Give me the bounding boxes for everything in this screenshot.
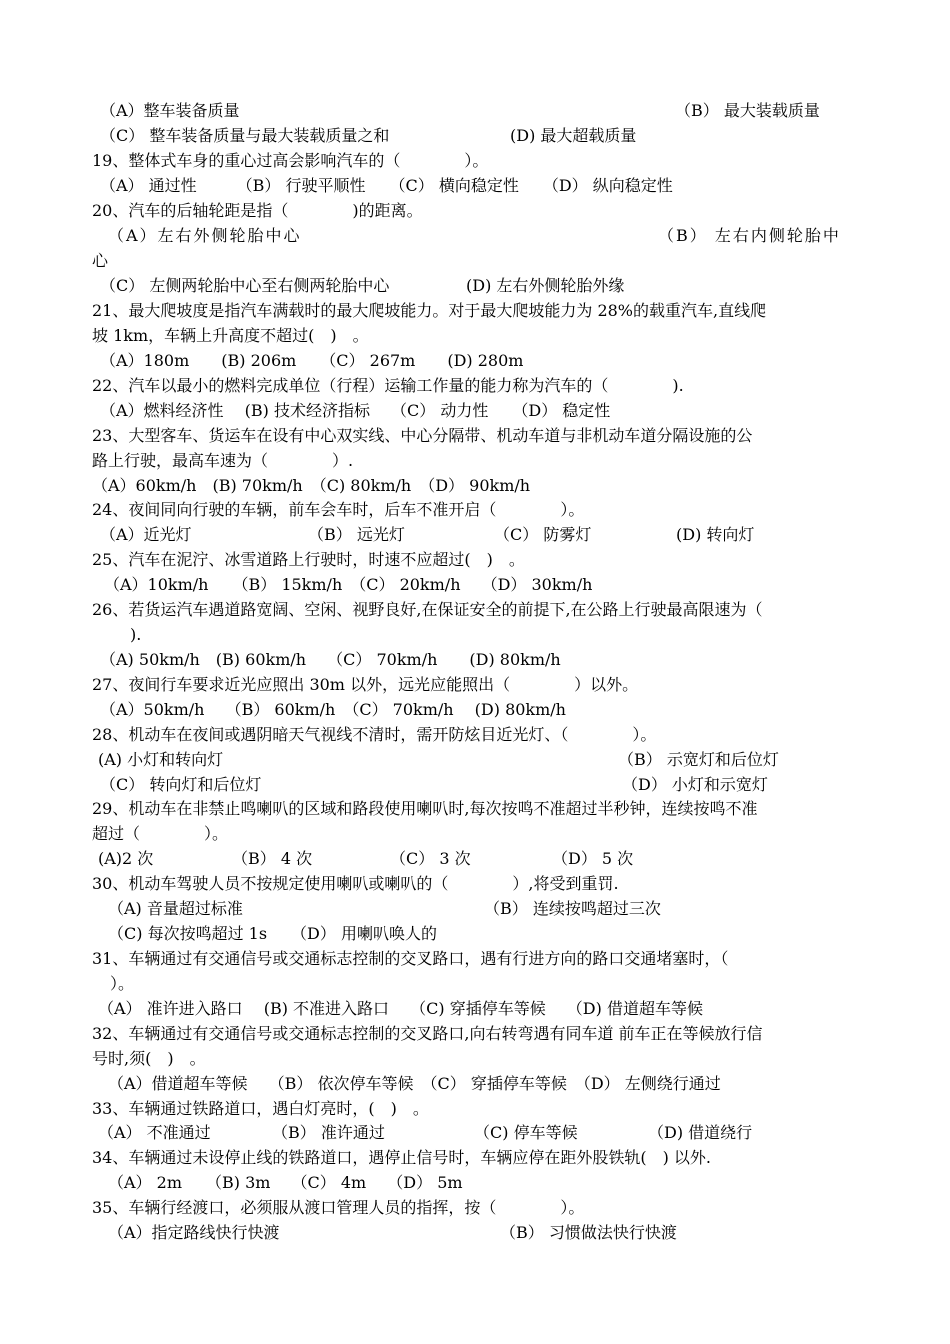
q24-option-c: （C） 防雾灯 xyxy=(494,525,592,544)
q30-options-cd: （C) 每次按鸣超过 1s （D） 用喇叭唤人的 xyxy=(108,924,437,943)
q33-question: 33、车辆通过铁路道口，遇白灯亮时，( ) 。 xyxy=(92,1099,429,1118)
q28-option-c: （C） 转向灯和后位灯 xyxy=(100,775,262,794)
q27-options: （A）50km/h （B） 60km/h （C） 70km/h (D) 80km/h xyxy=(100,700,566,719)
q31-question: 31、车辆通过有交通信号或交通标志控制的交叉路口，遇有行进方向的路口交通堵塞时，（ xyxy=(92,949,729,968)
q25-options: （A）10km/h （B） 15km/h （C） 20km/h （D） 30km/h xyxy=(104,575,593,594)
q20-option-c: （C） 左侧两轮胎中心至右侧两轮胎中心 xyxy=(100,276,390,295)
q22-options: （A）燃料经济性 (B) 技术经济指标 （C） 动力性 （D） 稳定性 xyxy=(100,401,611,420)
q18-option-b: （B） 最大装载质量 xyxy=(675,101,820,120)
q31-options: （A） 准许进入路口 (B) 不准进入路口 （C) 穿插停车等候 （D) 借道超车等候 xyxy=(98,999,703,1018)
q28-question: 28、机动车在夜间或遇阴暗天气视线不清时，需开防炫目近光灯、（ ）。 xyxy=(92,725,657,744)
q23-question-cont: 路上行驶，最高车速为（ ）. xyxy=(92,451,354,470)
q34-options: （A） 2m （B) 3m （C） 4m （D） 5m xyxy=(108,1173,463,1192)
q21-question-cont: 坡 1km，车辆上升高度不超过( ) 。 xyxy=(92,326,369,345)
q29-question: 29、机动车在非禁止鸣喇叭的区域和路段使用喇叭时,每次按鸣不准超过半秒钟，连续按鸣不准 xyxy=(92,799,758,818)
q29-question-cont: 超过（ ）。 xyxy=(92,824,229,843)
q30-option-b: （B） 连续按鸣超过三次 xyxy=(484,899,661,918)
q30-option-a: （A) 音量超过标准 xyxy=(108,899,243,918)
q35-option-b: （B） 习惯做法快行快渡 xyxy=(500,1223,677,1242)
q22-question: 22、汽车以最小的燃料完成单位（行程）运输工作量的能力称为汽车的（ ). xyxy=(92,376,684,395)
q29-option-c: （C） 3 次 xyxy=(390,849,471,868)
q28-option-d: （D） 小灯和示宽灯 xyxy=(622,775,768,794)
q29-option-d: （D） 5 次 xyxy=(552,849,634,868)
q18-option-d: (D) 最大超载质量 xyxy=(510,126,637,145)
q20-option-b: （B） 左右内侧轮胎中 xyxy=(658,226,841,245)
q19-options: （A） 通过性 （B） 行驶平顺性 （C） 横向稳定性 （D） 纵向稳定性 xyxy=(100,176,673,195)
q24-option-a: （A）近光灯 xyxy=(100,525,192,544)
q24-option-b: （B） 远光灯 xyxy=(308,525,405,544)
q32-options: （A）借道超车等候 （B） 依次停车等候 （C） 穿插停车等候 （D） 左侧绕行通过 xyxy=(108,1074,721,1093)
q18-option-c: （C） 整车装备质量与最大装载质量之和 xyxy=(100,126,390,145)
q21-question: 21、最大爬坡度是指汽车满载时的最大爬坡能力。对于最大爬坡能力为 28%的载重汽车,直线爬 xyxy=(92,301,767,320)
q35-question: 35、车辆行经渡口，必须服从渡口管理人员的指挥，按（ ）。 xyxy=(92,1198,585,1217)
q31-question-cont: ）。 xyxy=(110,974,135,993)
q28-option-a: (A) 小灯和转向灯 xyxy=(98,750,224,769)
q32-question: 32、车辆通过有交通信号或交通标志控制的交叉路口,向右转弯遇有同车道 前车正在等候放行信 xyxy=(92,1024,763,1043)
q30-question: 30、机动车驾驶人员不按规定使用喇叭或喇叭的（ ）,将受到重罚. xyxy=(92,874,619,893)
q29-option-a: (A)2 次 xyxy=(98,849,154,868)
q20-option-b-wrap: 心 xyxy=(92,251,109,270)
q33-option-a: （A） 不准通过 xyxy=(98,1123,211,1142)
q27-question: 27、夜间行车要求近光应照出 30m 以外，远光应能照出（ ）以外。 xyxy=(92,675,639,694)
q18-option-a: （A）整车装备质量 xyxy=(100,101,240,120)
q21-options: （A）180m (B) 206m （C） 267m (D) 280m xyxy=(100,351,524,370)
q33-option-c: （C) 停车等候 xyxy=(474,1123,578,1142)
q33-option-d: （D) 借道绕行 xyxy=(648,1123,753,1142)
q19-question: 19、整体式车身的重心过高会影响汽车的（ ）。 xyxy=(92,151,489,170)
q26-question: 26、若货运汽车遇道路宽阔、空闲、视野良好,在保证安全的前提下,在公路上行驶最高限速为（ xyxy=(92,600,763,619)
q20-option-a: （A）左右外侧轮胎中心 xyxy=(108,226,302,245)
q20-question: 20、汽车的后轴轮距是指（ )的距离。 xyxy=(92,201,423,220)
q24-question: 24、夜间同向行驶的车辆，前车会车时，后车不准开启（ ）。 xyxy=(92,500,585,519)
q23-question: 23、大型客车、货运车在设有中心双实线、中心分隔带、机动车道与非机动车道分隔设施的公 xyxy=(92,426,753,445)
q28-option-b: （B） 示宽灯和后位灯 xyxy=(618,750,779,769)
q34-question: 34、车辆通过未设停止线的铁路道口，遇停止信号时，车辆应停在距外股铁轨( ) 以外. xyxy=(92,1148,712,1167)
q33-option-b: （B） 准许通过 xyxy=(272,1123,385,1142)
q25-question: 25、汽车在泥泞、冰雪道路上行驶时，时速不应超过( ) 。 xyxy=(92,550,525,569)
q23-options: （A）60km/h (B) 70km/h （C) 80km/h （D） 90km/h xyxy=(92,476,531,495)
q32-question-cont: 号时,须( ) 。 xyxy=(92,1049,206,1068)
q26-question-cont: ). xyxy=(130,625,142,644)
q24-option-d: (D) 转向灯 xyxy=(676,525,755,544)
q35-option-a: （A）指定路线快行快渡 xyxy=(108,1223,280,1242)
q29-option-b: （B） 4 次 xyxy=(232,849,313,868)
q26-options: （A) 50km/h (B) 60km/h （C） 70km/h (D) 80km/h xyxy=(100,650,561,669)
q20-option-d: (D) 左右外侧轮胎外缘 xyxy=(466,276,625,295)
